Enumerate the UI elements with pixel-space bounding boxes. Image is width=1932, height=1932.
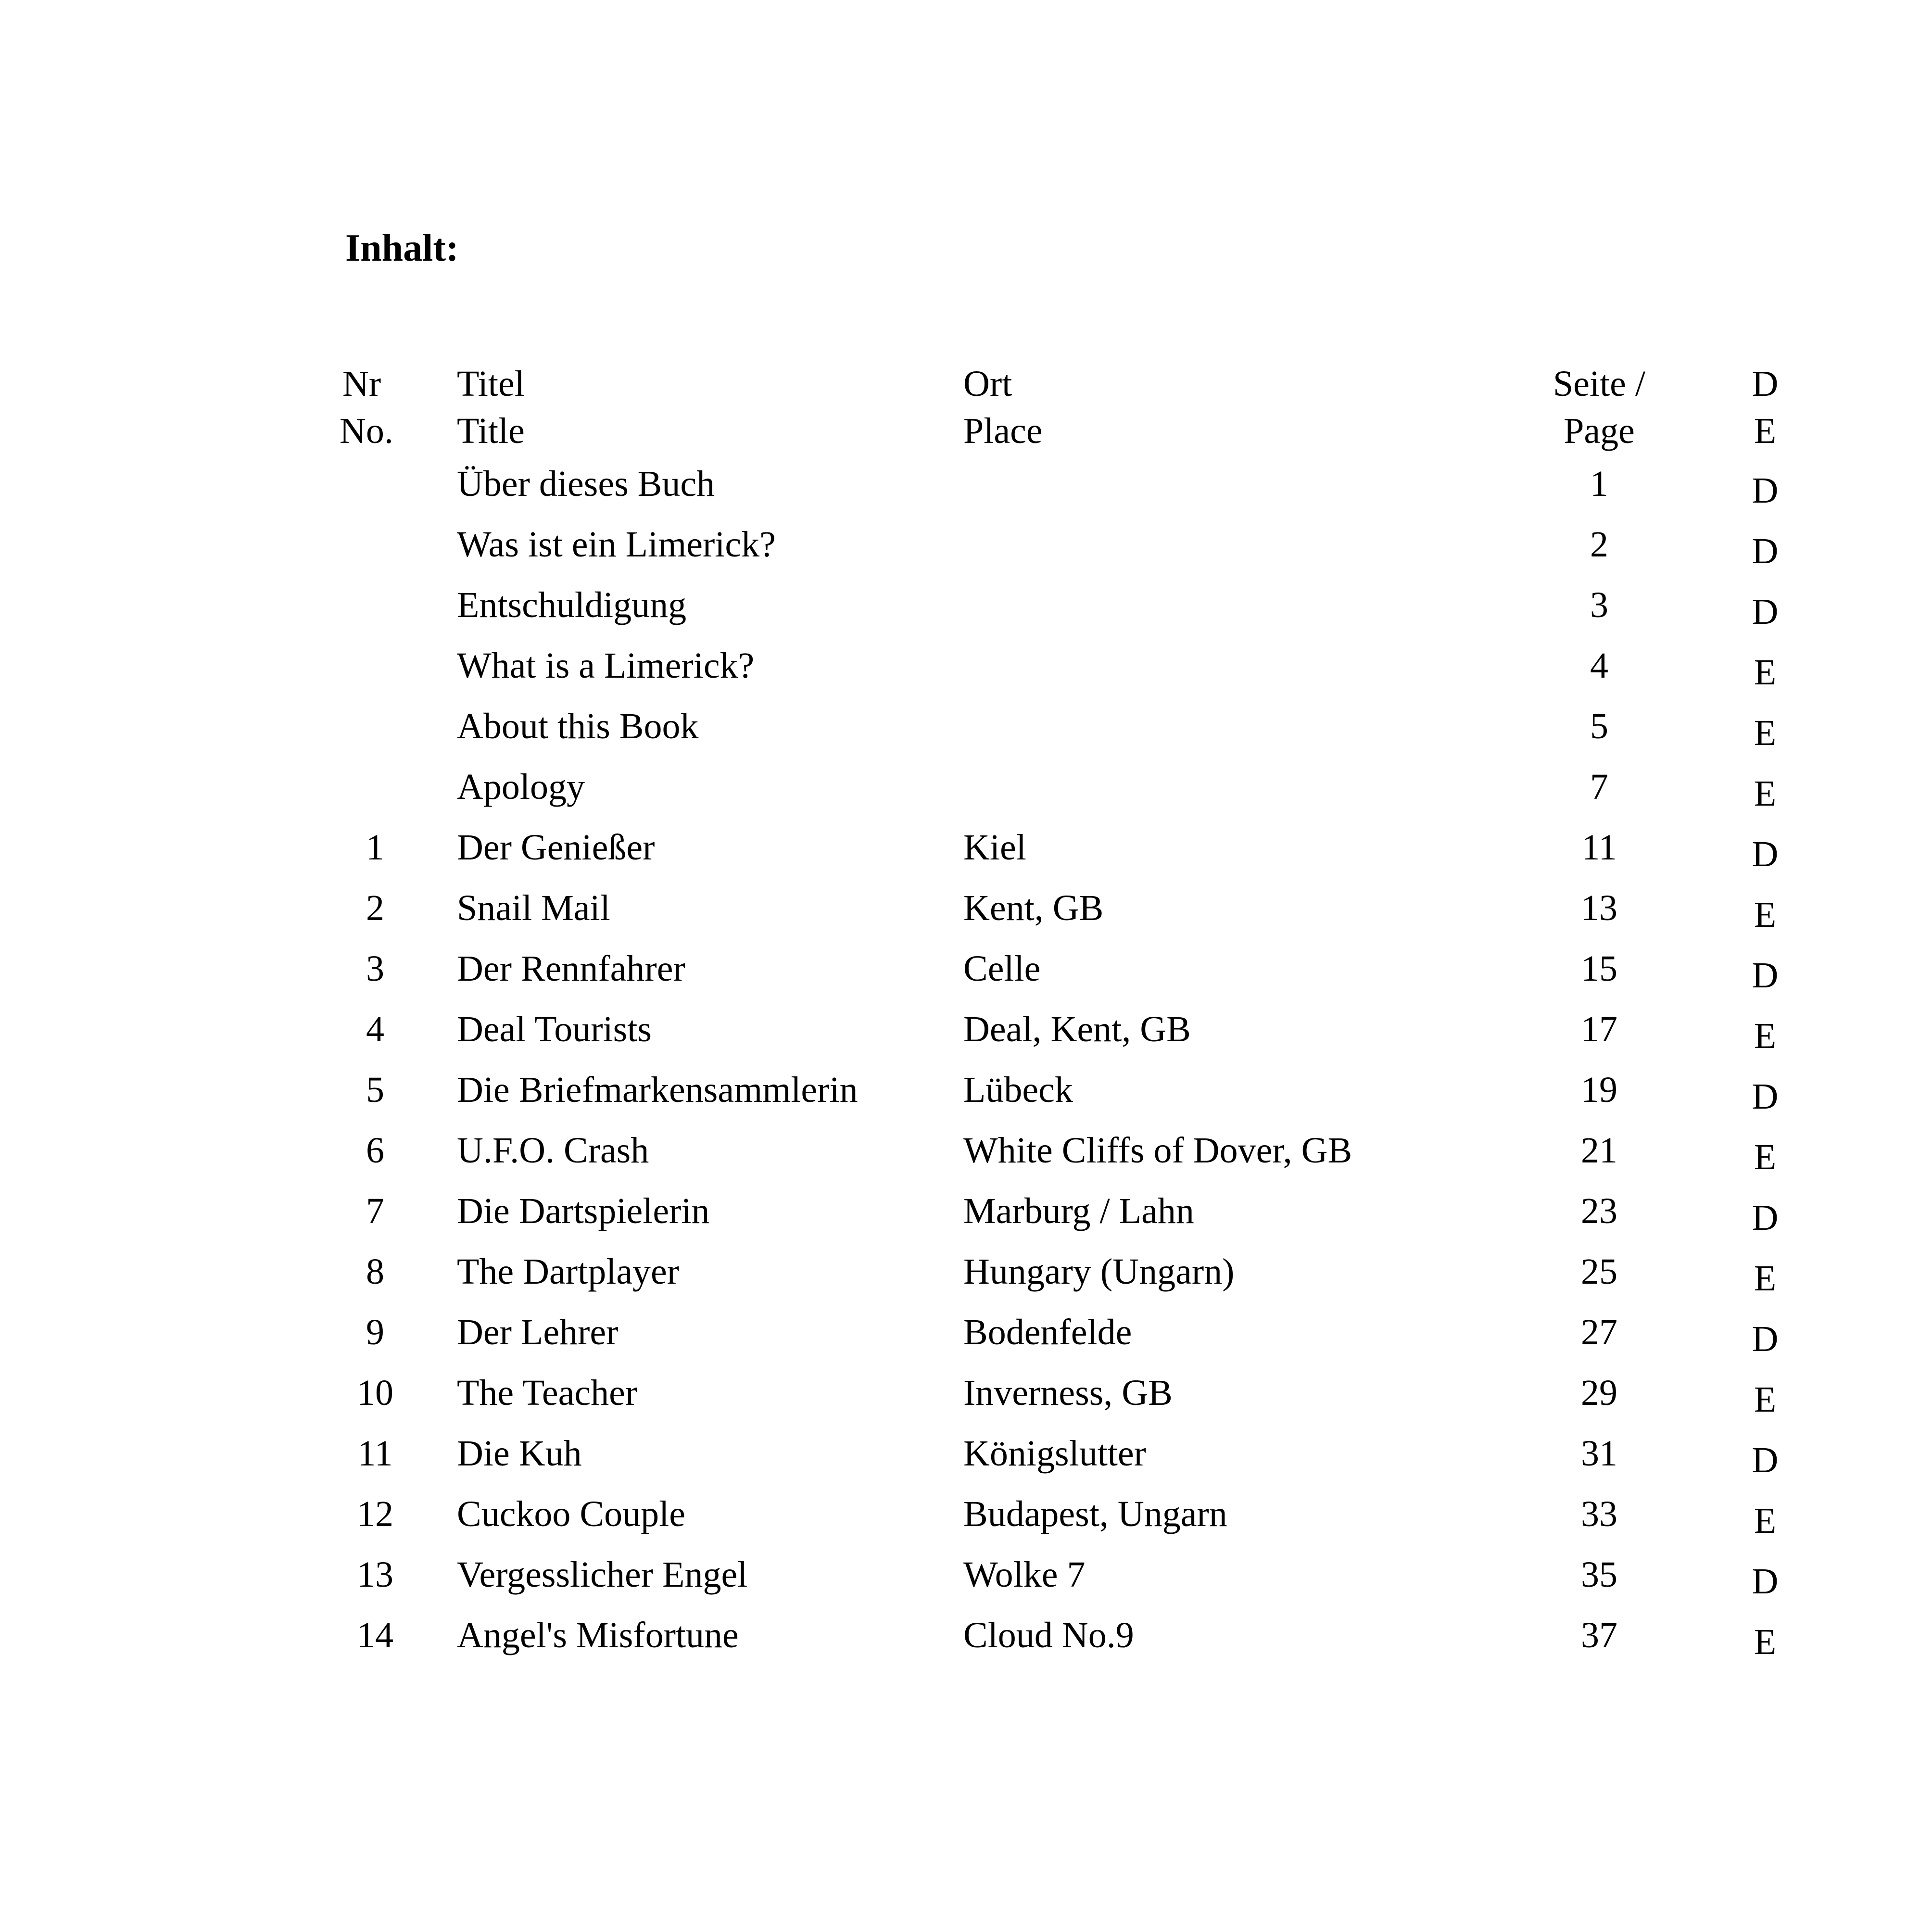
row-number: 9: [366, 1312, 384, 1352]
row-language: D: [1752, 592, 1779, 632]
row-page: 13: [1581, 888, 1617, 928]
table-row: [0, 950, 1932, 1011]
table-row: [0, 1496, 1932, 1556]
row-number: 10: [357, 1373, 393, 1413]
table-row: [0, 1435, 1932, 1496]
table-row: [0, 1072, 1932, 1132]
row-language: E: [1754, 1137, 1777, 1177]
row-page: 29: [1581, 1373, 1617, 1413]
table-row: [0, 1132, 1932, 1193]
row-page: 37: [1581, 1615, 1617, 1655]
row-title: Deal Tourists: [457, 1009, 652, 1049]
row-page: 11: [1581, 827, 1617, 868]
row-title: Die Kuh: [457, 1433, 582, 1474]
row-language: D: [1752, 1561, 1779, 1602]
row-number: 7: [366, 1191, 384, 1231]
header-lang-de: D: [1752, 364, 1779, 404]
row-place: Deal, Kent, GB: [963, 1009, 1191, 1049]
row-title: Über dieses Buch: [457, 464, 715, 504]
header-page-de: Seite /: [1553, 364, 1646, 404]
row-page: 27: [1581, 1312, 1617, 1352]
row-number: 6: [366, 1130, 384, 1171]
row-number: 2: [366, 888, 384, 928]
row-place: Marburg / Lahn: [963, 1191, 1194, 1231]
table-row: [0, 1556, 1932, 1617]
table-row: [0, 526, 1932, 587]
table-row: [0, 769, 1932, 829]
row-language: E: [1754, 773, 1777, 814]
row-number: 12: [357, 1494, 393, 1534]
header-lang-en: E: [1754, 411, 1777, 451]
row-page: 21: [1581, 1130, 1617, 1171]
row-title: Die Dartspielerin: [457, 1191, 710, 1231]
row-language: D: [1752, 1319, 1779, 1359]
row-place: Kent, GB: [963, 888, 1104, 928]
row-number: 14: [357, 1615, 393, 1655]
table-row: [0, 1011, 1932, 1072]
row-title: What is a Limerick?: [457, 645, 755, 686]
row-language: E: [1754, 1501, 1777, 1541]
row-title: Snail Mail: [457, 888, 610, 928]
row-language: D: [1752, 1198, 1779, 1238]
row-language: E: [1754, 1622, 1777, 1662]
row-title: Die Briefmarkensammlerin: [457, 1070, 858, 1110]
row-title: Apology: [457, 767, 585, 807]
row-language: D: [1752, 470, 1779, 511]
row-language: E: [1754, 652, 1777, 693]
row-page: 25: [1581, 1251, 1617, 1292]
row-number: 8: [366, 1251, 384, 1292]
table-row: [0, 829, 1932, 890]
row-place: White Cliffs of Dover, GB: [963, 1130, 1352, 1171]
row-title: Cuckoo Couple: [457, 1494, 685, 1534]
table-row: [0, 1193, 1932, 1253]
row-language: D: [1752, 531, 1779, 571]
header-nr-en: No.: [340, 411, 393, 451]
row-page: 1: [1590, 464, 1608, 504]
row-number: 13: [357, 1554, 393, 1595]
row-language: D: [1752, 955, 1779, 996]
header-place-en: Place: [963, 411, 1043, 451]
row-place: Budapest, Ungarn: [963, 1494, 1227, 1534]
row-page: 19: [1581, 1070, 1617, 1110]
row-language: E: [1754, 1258, 1777, 1299]
table-row: [0, 1314, 1932, 1375]
row-title: Entschuldigung: [457, 585, 687, 625]
table-row: [0, 587, 1932, 647]
row-page: 5: [1590, 706, 1608, 746]
row-place: Celle: [963, 948, 1041, 989]
row-page: 3: [1590, 585, 1608, 625]
row-number: 3: [366, 948, 384, 989]
row-language: D: [1752, 1440, 1779, 1480]
row-place: Bodenfelde: [963, 1312, 1132, 1352]
row-title: The Teacher: [457, 1373, 638, 1413]
row-number: 11: [357, 1433, 393, 1474]
row-title: Vergesslicher Engel: [457, 1554, 748, 1595]
row-title: About this Book: [457, 706, 699, 746]
row-page: 2: [1590, 524, 1608, 565]
header-nr-de: Nr: [342, 364, 381, 404]
row-language: E: [1754, 713, 1777, 753]
row-title: U.F.O. Crash: [457, 1130, 649, 1171]
row-number: 1: [366, 827, 384, 868]
row-title: Der Lehrer: [457, 1312, 619, 1352]
row-page: 33: [1581, 1494, 1617, 1534]
row-place: Königslutter: [963, 1433, 1146, 1474]
table-row: [0, 708, 1932, 769]
row-title: Was ist ein Limerick?: [457, 524, 776, 565]
row-place: Inverness, GB: [963, 1373, 1173, 1413]
row-title: Angel's Misfortune: [457, 1615, 739, 1655]
row-language: D: [1752, 1076, 1779, 1117]
row-page: 15: [1581, 948, 1617, 989]
contents-heading: Inhalt:: [345, 227, 459, 269]
header-place-de: Ort: [963, 364, 1012, 404]
row-place: Cloud No.9: [963, 1615, 1134, 1655]
header-page-en: Page: [1564, 411, 1635, 451]
table-row: [0, 890, 1932, 950]
row-place: Wolke 7: [963, 1554, 1086, 1595]
row-place: Hungary (Ungarn): [963, 1251, 1235, 1292]
row-page: 31: [1581, 1433, 1617, 1474]
row-number: 4: [366, 1009, 384, 1049]
row-language: E: [1754, 895, 1777, 935]
header-title-en: Title: [457, 411, 525, 451]
row-title: Der Rennfahrer: [457, 948, 685, 989]
table-row: [0, 1253, 1932, 1314]
row-page: 17: [1581, 1009, 1617, 1049]
row-title: Der Genießer: [457, 827, 655, 868]
table-row: [0, 1375, 1932, 1435]
row-language: E: [1754, 1016, 1777, 1056]
row-page: 4: [1590, 645, 1608, 686]
row-place: Lübeck: [963, 1070, 1073, 1110]
table-row: [0, 1617, 1932, 1678]
header-title-de: Titel: [457, 364, 525, 404]
row-number: 5: [366, 1070, 384, 1110]
row-language: D: [1752, 834, 1779, 874]
row-title: The Dartplayer: [457, 1251, 680, 1292]
table-row: [0, 466, 1932, 526]
row-page: 35: [1581, 1554, 1617, 1595]
row-page: 7: [1590, 767, 1608, 807]
row-language: E: [1754, 1379, 1777, 1420]
row-page: 23: [1581, 1191, 1617, 1231]
table-row: [0, 647, 1932, 708]
row-place: Kiel: [963, 827, 1026, 868]
